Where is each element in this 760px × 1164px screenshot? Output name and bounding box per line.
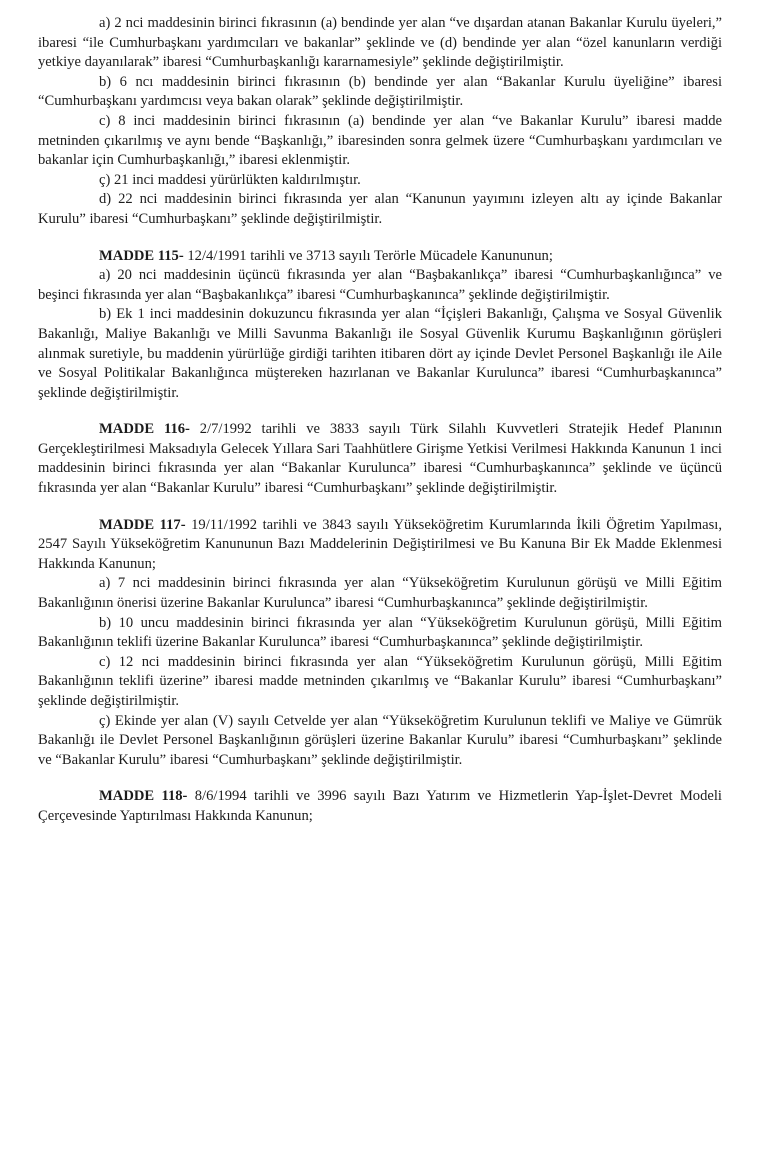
clause-paragraph: a) 7 nci maddesinin birinci fıkrasında yer alan “Yükseköğretim Kurulunun görüşü ve Milli Eğitim Bakanlığının önerisi üzerine Bakanlar Kurulunca” ibaresi “Cumhurbaşkanınca” şeklinde değiştirilmiştir. xyxy=(38,575,722,612)
clause-paragraph: b) 10 uncu maddesinin birinci fıkrasında yer alan “Yükseköğretim Kurulunun görüşü, Milli Eğitim Bakanlığının teklifi üzerine Bakanlar Kurulunca” ibaresi “Cumhurbaşkanınca” şeklinde değiştirilmiştir. xyxy=(38,614,722,651)
article-paragraph xyxy=(38,787,722,826)
clause-paragraph: ç) 21 inci maddesi yürürlükten kaldırılmıştır. xyxy=(99,171,361,188)
article-paragraph xyxy=(38,516,722,575)
clause-paragraph: ç) Ekinde yer alan (V) sayılı Cetvelde yer alan “Yükseköğretim Kurulunun teklifi ve Maliye ve Gümrük Bakanlığı ile Devlet Personel Başkanlığının görüşleri üzerine Bakanlar Kurulu” ibaresi “Cumhurbaşkanı” şeklinde ve “Bakanlar Kurulu” ibaresi “Cumhurbaşkanı” şeklinde değiştirilmiştir. xyxy=(38,712,722,768)
article-text: 12/4/1991 tarihli ve 3713 sayılı Terörle Mücadele Kanununun; xyxy=(183,247,553,264)
article-text: 8/6/1994 tarihli ve 3996 sayılı Bazı Yatırım ve Hizmetlerin Yap-İşlet-Devret Modeli Çerçevesinde Yaptırılması Hakkında Kanunun; xyxy=(38,788,722,824)
article-label: MADDE 117- xyxy=(99,516,186,533)
clause-paragraph: b) 6 ncı maddesinin birinci fıkrasının (b) bendinde yer alan “Bakanlar Kurulu üyeliğine” ibaresi “Cumhurbaşkanı yardımcısı veya bakan olarak” şeklinde değiştirilmiştir. xyxy=(38,73,722,110)
paragraph-gap xyxy=(38,770,722,787)
article-text: 19/11/1992 tarihli ve 3843 sayılı Yükseköğretim Kurumlarında İkili Öğretim Yapılması, 2547 Sayılı Yükseköğretim Kanununun Bazı Maddelerinin Değiştirilmesi ve Bu Kanuna Bir Ek Madde Eklenmesi Hakkında Kanunun; xyxy=(38,516,722,572)
paragraph-gap xyxy=(38,499,722,516)
clause-paragraph: c) 8 inci maddesinin birinci fıkrasının (a) bendinde yer alan “ve Bakanlar Kurulu” ibaresi madde metninden çıkarılmış ve aynı bende “Başkanlığı,” ibaresinden sonra gelmek üzere “Cumhurbaşkanı yardımcıları ve bakanlar için Cumhurbaşkanlığı,” ibaresi eklenmiştir. xyxy=(38,112,722,169)
article-label: MADDE 115- xyxy=(99,247,184,264)
article-label: MADDE 118- xyxy=(99,788,188,805)
clause-paragraph: c) 12 nci maddesinin birinci fıkrasında yer alan “Yükseköğretim Kurulunun görüşü, Milli Eğitim Bakanlığının teklifi üzerine” ibaresi madde metninden çıkarılmış ve “Bakanlar Kurulu” ibaresi “Cumhurbaşkanı” şeklinde değiştirilmiştir. xyxy=(38,653,722,709)
article-text: 2/7/1992 tarihli ve 3833 sayılı Türk Silahlı Kuvvetleri Stratejik Hedef Planının Gerçekleştirilmesi Maksadıyla Gelecek Yıllara Sari Taahhütlere Girişme Yetkisi Verilmesi Hakkında Kanunun 1 inci maddesinin birinci fıkrasında yer alan “Bakanlar Kurulunca” ibaresi “Cumhurbaşkanınca” şeklinde ve üçüncü fıkrasında yer alan “Bakanlar Kurulu” ibaresi “Cumhurbaşkanı” şeklinde değiştirilmiştir. xyxy=(38,421,722,497)
paragraph-gap xyxy=(38,230,722,247)
article-label: MADDE 116- xyxy=(99,421,190,438)
article-paragraph xyxy=(38,247,722,267)
clause-paragraph: a) 2 nci maddesinin birinci fıkrasının (a) bendinde yer alan “ve dışardan atanan Bakanlar Kurulu üyeleri,” ibaresi “ile Cumhurbaşkanı yardımcıları ve bakanlar” şeklinde ve (d) bendinde yer alan “özel kanunların verdiği yetkiye dayanılarak” ibaresi “Cumhurbaşkanlığı kararnamesiyle” şeklinde değiştirilmiştir. xyxy=(38,15,722,71)
paragraph-gap xyxy=(38,403,722,420)
clause-paragraph: d) 22 nci maddesinin birinci fıkrasında yer alan “Kanunun yayımını izleyen altı ay içinde Bakanlar Kurulu” ibaresi “Cumhurbaşkanı” şeklinde değiştirilmiştir. xyxy=(38,191,722,227)
clause-paragraph: b) Ek 1 inci maddesinin dokuzuncu fıkrasında yer alan “İçişleri Bakanlığı, Çalışma ve Sosyal Güvenlik Bakanlığı, Maliye Bakanlığı ve Milli Savunma Bakanlığı ile Sosyal Güvenlik Kurumu Başkanlığının görüşleri alınmak suretiyle, bu maddenin yürürlüğe girdiği tarihten itibaren dört ay içinde Devlet Personel Başkanlığı ile Aile ve Sosyal Politikalar Bakanlığınca müştereken hazırlanan ve Bakanlar Kurulunca” ibaresi “Cumhurbaşkanınca” şeklinde değiştirilmiştir. xyxy=(38,306,722,401)
clause-paragraph: a) 20 nci maddesinin üçüncü fıkrasında yer alan “Başbakanlıkça” ibaresi “Cumhurbaşkanlığınca” ve beşinci fıkrasında yer alan “Başbakanlıkça” ibaresi “Cumhurbaşkanınca” şeklinde değiştirilmiştir. xyxy=(38,267,722,303)
document-page xyxy=(38,14,722,827)
article-paragraph xyxy=(38,420,722,498)
